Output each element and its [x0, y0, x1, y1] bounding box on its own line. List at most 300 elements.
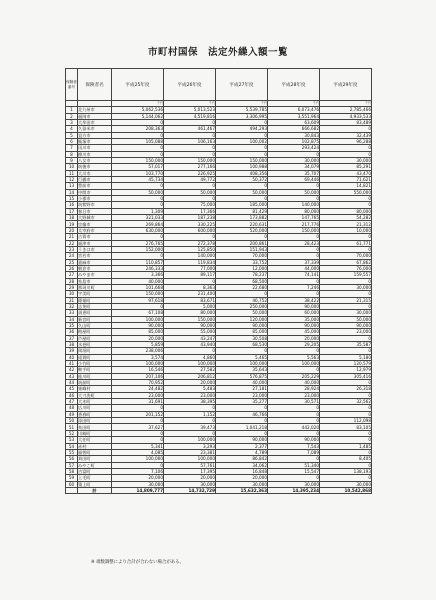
insurer-number-cell: 47: [66, 399, 78, 405]
amount-cell: 119,834: [164, 259, 216, 265]
amount-cell: 30,000: [320, 481, 372, 487]
insurer-name-cell: 福岡市: [78, 113, 112, 119]
amount-cell: 0: [268, 456, 320, 462]
amount-cell: 23,000: [320, 329, 372, 335]
amount-cell: 140,000: [164, 253, 216, 259]
amount-cell: 0: [216, 183, 268, 189]
insurer-name-cell: 福津市: [78, 240, 112, 246]
insurer-name-cell: 直方市: [78, 132, 112, 138]
insurer-number-cell: 21: [66, 234, 78, 240]
amount-cell: 0: [320, 246, 372, 252]
insurer-name-cell: 遠賀町: [78, 354, 112, 360]
amount-cell: 0: [320, 348, 372, 354]
amount-cell: 0: [112, 145, 164, 151]
insurer-name-cell: 大川市: [78, 170, 112, 176]
amount-cell: 22,680: [216, 284, 268, 290]
amount-cell: 6,073,476: [268, 107, 320, 113]
amount-cell: 29,205: [268, 342, 320, 348]
insurer-number-cell: 54: [66, 443, 78, 449]
insurer-number-cell: 27: [66, 272, 78, 278]
amount-cell: 0: [112, 303, 164, 309]
amount-cell: 34,062: [216, 462, 268, 468]
amount-cell: 5,465: [216, 354, 268, 360]
insurer-number-cell: 60: [66, 481, 78, 487]
amount-cell: 1,041,218: [216, 424, 268, 430]
insurer-number-cell: 23: [66, 246, 78, 252]
unit-label: 千円: [320, 101, 372, 107]
amount-cell: 20,000: [216, 475, 268, 481]
amount-cell: 96,288: [320, 139, 372, 145]
amount-cell: 80,000: [320, 208, 372, 214]
insurer-name-cell: 筑前町: [78, 380, 112, 386]
total-cell: 14,809,777: [112, 487, 164, 493]
amount-cell: 50,000: [320, 316, 372, 322]
amount-cell: 23,381: [164, 449, 216, 455]
amount-cell: 520,000: [216, 227, 268, 233]
amount-cell: 3,551,964: [268, 113, 320, 119]
header-h26: 平成26年度: [164, 69, 216, 101]
amount-cell: 12,979: [320, 367, 372, 373]
amount-cell: 185,000: [216, 202, 268, 208]
insurer-name-cell: 古賀市: [78, 234, 112, 240]
insurer-number-cell: 46: [66, 392, 78, 398]
unit-label: 千円: [112, 101, 164, 107]
amount-cell: 100,000: [112, 316, 164, 322]
insurer-number-cell: 58: [66, 468, 78, 474]
amount-cell: 0: [164, 132, 216, 138]
insurer-number-cell: 55: [66, 449, 78, 455]
amount-cell: 32,562: [320, 399, 372, 405]
amount-cell: 0: [112, 430, 164, 436]
insurer-number-cell: 48: [66, 405, 78, 411]
amount-cell: 90,000: [268, 437, 320, 443]
insurer-name-cell: 芦屋町: [78, 335, 112, 341]
amount-cell: 27,181: [216, 386, 268, 392]
amount-cell: 39,473: [164, 424, 216, 430]
amount-cell: 0: [320, 405, 372, 411]
amount-cell: 4,519,816: [164, 113, 216, 119]
amount-cell: 151,943: [216, 246, 268, 252]
amount-cell: 100,000: [164, 456, 216, 462]
amount-cell: 152,000: [112, 246, 164, 252]
table-body: [66, 107, 372, 488]
amount-cell: 0: [216, 196, 268, 202]
amount-cell: 208,363: [112, 126, 164, 132]
amount-cell: 7,089: [268, 449, 320, 455]
amount-cell: 0: [112, 234, 164, 240]
amount-cell: 0: [268, 411, 320, 417]
amount-cell: 97,618: [112, 297, 164, 303]
amount-cell: 76,000: [320, 265, 372, 271]
amount-cell: 50,000: [112, 189, 164, 195]
amount-cell: 1,152: [164, 411, 216, 417]
amount-cell: 106,163: [164, 139, 216, 145]
amount-cell: 207,106: [112, 373, 164, 379]
insurer-number-cell: 1: [66, 107, 78, 113]
amount-cell: 2,785,466: [320, 107, 372, 113]
amount-cell: 3,306,995: [216, 113, 268, 119]
amount-cell: 40,000: [216, 380, 268, 386]
unit-label: 千円: [268, 101, 320, 107]
amount-cell: 0: [164, 196, 216, 202]
amount-cell: 14,821: [320, 183, 372, 189]
amount-cell: 0: [216, 234, 268, 240]
total-label: 計: [78, 487, 112, 493]
amount-cell: 0: [320, 335, 372, 341]
insurer-number-cell: 49: [66, 411, 78, 417]
amount-cell: 30,843: [268, 132, 320, 138]
amount-cell: 2,377: [216, 443, 268, 449]
insurer-name-cell: 筑紫野市: [78, 202, 112, 208]
amount-cell: 0: [164, 119, 216, 125]
amount-cell: 150,000: [216, 158, 268, 164]
insurer-number-cell: 44: [66, 380, 78, 386]
insurer-name-cell: 糸田町: [78, 424, 112, 430]
amount-cell: 35,707: [268, 170, 320, 176]
amount-cell: 70,000: [320, 253, 372, 259]
amount-cell: 55,000: [164, 329, 216, 335]
amount-cell: 80,000: [164, 310, 216, 316]
insurer-name-cell: 大任町: [78, 437, 112, 443]
amount-cell: 150,000: [112, 158, 164, 164]
amount-cell: 71,621: [320, 177, 372, 183]
amount-cell: 50,000: [216, 310, 268, 316]
amount-cell: 0: [164, 405, 216, 411]
amount-cell: 1,485: [320, 443, 372, 449]
amount-cell: 32,439: [320, 132, 372, 138]
insurer-name-cell: 福智町: [78, 449, 112, 455]
amount-cell: 159,557: [320, 272, 372, 278]
amount-cell: 600,000: [164, 227, 216, 233]
amount-cell: 0: [320, 380, 372, 386]
insurer-name-cell: 香春町: [78, 411, 112, 417]
total-cell: [66, 487, 78, 493]
amount-cell: 90,000: [216, 437, 268, 443]
insurer-name-cell: 大牟田市: [78, 119, 112, 125]
insurer-number-cell: 25: [66, 259, 78, 265]
amount-cell: 0: [268, 367, 320, 373]
amount-cell: 0: [112, 462, 164, 468]
amount-cell: 5,341: [112, 443, 164, 449]
insurer-number-cell: 45: [66, 386, 78, 392]
insurer-name-cell: 八女市: [78, 158, 112, 164]
amount-cell: 28,423: [268, 240, 320, 246]
amount-cell: 33,752: [216, 259, 268, 265]
total-cell: 15,632,363: [216, 487, 268, 493]
amount-cell: 23,000: [112, 392, 164, 398]
amount-cell: 0: [320, 449, 372, 455]
insurer-number-cell: 39: [66, 348, 78, 354]
amount-cell: 0: [216, 119, 268, 125]
amount-cell: 20,000: [268, 335, 320, 341]
amount-cell: 15,547: [268, 468, 320, 474]
amount-cell: 442,020: [268, 424, 320, 430]
insurer-number-cell: 56: [66, 456, 78, 462]
insurer-name-cell: 須恵町: [78, 310, 112, 316]
amount-cell: 550,000: [320, 189, 372, 195]
amount-cell: 0: [268, 430, 320, 436]
insurer-name-cell: 鞍手町: [78, 367, 112, 373]
amount-cell: 0: [268, 418, 320, 424]
amount-cell: 0: [112, 132, 164, 138]
amount-cell: 45,000: [268, 329, 320, 335]
amount-cell: 7,246: [268, 284, 320, 290]
amount-cell: 30,000: [320, 310, 372, 316]
insurer-number-cell: 15: [66, 196, 78, 202]
amount-cell: 80,000: [268, 208, 320, 214]
amount-cell: 5,000: [164, 303, 216, 309]
amount-cell: 205,229: [268, 373, 320, 379]
amount-cell: 30,000: [164, 481, 216, 487]
amount-cell: 666,682: [268, 126, 320, 132]
insurer-number-cell: 22: [66, 240, 78, 246]
amount-cell: 125,850: [164, 246, 216, 252]
amount-cell: 200,861: [216, 240, 268, 246]
amount-cell: 150,000: [164, 316, 216, 322]
insurer-name-cell: 春日市: [78, 208, 112, 214]
insurer-number-cell: 24: [66, 253, 78, 259]
amount-cell: 5,539,785: [216, 107, 268, 113]
amount-cell: 5,062,536: [112, 107, 164, 113]
header-h29: 平成29年度: [320, 69, 372, 101]
insurer-name-cell: 糸島市: [78, 278, 112, 284]
amount-cell: 63,609: [268, 119, 320, 125]
amount-cell: 0: [268, 278, 320, 284]
insurer-name-cell: 川崎町: [78, 430, 112, 436]
amount-cell: 90,000: [268, 303, 320, 309]
amount-cell: 30,000: [320, 158, 372, 164]
insurer-number-cell: 59: [66, 475, 78, 481]
insurer-number-cell: 53: [66, 437, 78, 443]
amount-cell: 0: [268, 234, 320, 240]
amount-cell: 0: [112, 119, 164, 125]
amount-cell: 57,017: [112, 164, 164, 170]
insurer-name-cell: 柳川市: [78, 151, 112, 157]
amount-cell: 250,000: [216, 303, 268, 309]
amount-cell: 100,000: [216, 361, 268, 367]
amount-cell: 1,309: [112, 208, 164, 214]
insurer-number-cell: 52: [66, 430, 78, 436]
amount-cell: 37,627: [112, 424, 164, 430]
insurer-number-cell: 18: [66, 215, 78, 221]
amount-cell: 37,339: [268, 259, 320, 265]
amount-cell: 0: [164, 348, 216, 354]
amount-cell: 70,952: [112, 380, 164, 386]
amount-cell: 3,574: [112, 354, 164, 360]
amount-cell: 112,098: [320, 418, 372, 424]
amount-cell: 20,000: [112, 335, 164, 341]
amount-cell: 70,000: [216, 253, 268, 259]
amount-cell: 147,765: [268, 215, 320, 221]
amount-cell: 0: [112, 151, 164, 157]
amount-cell: 276,765: [112, 240, 164, 246]
amount-cell: 0: [112, 405, 164, 411]
amount-cell: 0: [320, 278, 372, 284]
amount-cell: 68,530: [216, 342, 268, 348]
amount-cell: 0: [164, 234, 216, 240]
insurer-name-cell: 嘉麻市: [78, 259, 112, 265]
page-title: 市町村国保 法定外繰入額一覧: [147, 47, 288, 58]
insurer-name-cell: 苅田町: [78, 456, 112, 462]
amount-cell: 83,671: [164, 297, 216, 303]
amount-cell: 100,002: [216, 139, 268, 145]
amount-cell: 321,033: [112, 215, 164, 221]
insurer-name-cell: 大刀洗町: [78, 392, 112, 398]
amount-cell: 105,088: [112, 139, 164, 145]
amount-cell: 5,013,523: [164, 107, 216, 113]
amount-cell: 0: [112, 196, 164, 202]
insurer-name-cell: 築上町: [78, 481, 112, 487]
amount-cell: 201,152: [112, 411, 164, 417]
amount-cell: 140,000: [268, 202, 320, 208]
amount-cell: 4,085: [112, 449, 164, 455]
amount-cell: 0: [112, 437, 164, 443]
amount-cell: 0: [164, 183, 216, 189]
amount-cell: 50,000: [164, 189, 216, 195]
insurer-number-cell: 33: [66, 310, 78, 316]
amount-cell: 110,857: [112, 259, 164, 265]
amount-cell: 101,668: [112, 284, 164, 290]
amount-cell: 90,000: [164, 322, 216, 328]
amount-cell: 0: [320, 145, 372, 151]
amount-cell: 27,582: [164, 367, 216, 373]
amount-cell: 272,378: [164, 240, 216, 246]
insurer-number-cell: 12: [66, 177, 78, 183]
amount-cell: 0: [216, 418, 268, 424]
insurer-number-cell: 17: [66, 208, 78, 214]
amount-cell: 20,000: [112, 475, 164, 481]
amount-cell: 34,079: [268, 164, 320, 170]
amount-cell: 0: [320, 234, 372, 240]
amount-cell: 408,356: [216, 170, 268, 176]
amount-cell: 90,000: [320, 322, 372, 328]
amount-cell: 68,500: [216, 278, 268, 284]
amount-cell: 21,312: [320, 221, 372, 227]
amount-cell: 0: [164, 145, 216, 151]
amount-cell: 24,482: [112, 386, 164, 392]
insurer-number-cell: 57: [66, 462, 78, 468]
amount-cell: 0: [320, 462, 372, 468]
amount-cell: 5,859: [112, 342, 164, 348]
amount-cell: 120,000: [216, 316, 268, 322]
amount-cell: 4,860: [164, 354, 216, 360]
amount-cell: 21,315: [320, 297, 372, 303]
insurer-name-cell: うきは市: [78, 246, 112, 252]
insurer-number-cell: 2: [66, 113, 78, 119]
insurer-name-cell: 豊前市: [78, 183, 112, 189]
amount-cell: 30,000: [320, 284, 372, 290]
insurer-name-cell: 添田町: [78, 418, 112, 424]
unit-label: 千円: [216, 101, 268, 107]
amount-cell: 10,000: [320, 227, 372, 233]
header-h28: 平成28年度: [268, 69, 320, 101]
amount-cell: 51,340: [268, 462, 320, 468]
amount-cell: 4,789: [216, 449, 268, 455]
amount-cell: 305,416: [320, 373, 372, 379]
amount-cell: 74,141: [268, 272, 320, 278]
amount-cell: 0: [268, 475, 320, 481]
amount-cell: 0: [216, 145, 268, 151]
insurer-name-cell: 大野城市: [78, 215, 112, 221]
amount-cell: 150,000: [164, 158, 216, 164]
amount-cell: 4,933,533: [320, 113, 372, 119]
amount-cell: 0: [320, 437, 372, 443]
amount-cell: 16,848: [216, 468, 268, 474]
amount-cell: 46,766: [216, 411, 268, 417]
amount-cell: 69,446: [268, 177, 320, 183]
amount-cell: 100,000: [164, 361, 216, 367]
amount-cell: 576,875: [216, 373, 268, 379]
insurer-name-cell: 那珂川町: [78, 284, 112, 290]
insurer-number-cell: 5: [66, 132, 78, 138]
amount-cell: 217,776: [268, 221, 320, 227]
amount-cell: 630,000: [112, 227, 164, 233]
amount-cell: 50,000: [216, 189, 268, 195]
amount-cell: 81,429: [216, 208, 268, 214]
amount-cell: 57,761: [164, 462, 216, 468]
amount-cell: 16,546: [112, 367, 164, 373]
amount-cell: 220,631: [216, 221, 268, 227]
insurer-number-cell: 20: [66, 227, 78, 233]
amount-cell: 330,225: [164, 221, 216, 227]
insurer-number-cell: 51: [66, 424, 78, 430]
amount-cell: 50,000: [268, 189, 320, 195]
amount-cell: 0: [320, 303, 372, 309]
insurer-number-cell: 3: [66, 119, 78, 125]
amount-cell: 187,238: [164, 215, 216, 221]
amount-cell: 78,237: [216, 272, 268, 278]
amount-cell: 43,940: [164, 342, 216, 348]
amount-cell: 150,000: [112, 291, 164, 297]
amount-cell: 26,318: [320, 386, 372, 392]
amount-cell: 35,277: [216, 399, 268, 405]
insurer-number-cell: 34: [66, 316, 78, 322]
amount-cell: 293,424: [268, 145, 320, 151]
insurer-name-cell: 北九州市: [78, 107, 112, 113]
insurer-number-cell: 4: [66, 126, 78, 132]
amount-cell: 83,105: [320, 424, 372, 430]
amount-cell: 231,400: [164, 291, 216, 297]
amount-cell: 226,925: [164, 170, 216, 176]
insurer-number-cell: 35: [66, 322, 78, 328]
amount-cell: 100,988: [216, 164, 268, 170]
amount-cell: 238,006: [112, 348, 164, 354]
insurer-name-cell: 水巻町: [78, 342, 112, 348]
amount-cell: 90,000: [216, 322, 268, 328]
insurer-number-cell: 41: [66, 361, 78, 367]
amount-cell: 7,543: [268, 443, 320, 449]
insurer-name-cell: 粕屋町: [78, 329, 112, 335]
amount-cell: 5,483: [164, 386, 216, 392]
amount-cell: 30,508: [216, 335, 268, 341]
amount-cell: 0: [320, 126, 372, 132]
amount-cell: 30,000: [268, 481, 320, 487]
amount-cell: 20,000: [164, 380, 216, 386]
insurer-number-cell: 36: [66, 329, 78, 335]
amount-cell: 0: [320, 202, 372, 208]
amount-cell: 38,395: [164, 399, 216, 405]
insurer-name-cell: 岡垣町: [78, 348, 112, 354]
insurer-number-cell: 19: [66, 221, 78, 227]
amount-cell: 0: [268, 253, 320, 259]
amount-cell: 0: [320, 475, 372, 481]
amount-cell: 102,875: [268, 139, 320, 145]
amount-cell: 0: [268, 183, 320, 189]
amount-cell: 67,108: [112, 310, 164, 316]
insurer-name-cell: 大木町: [78, 399, 112, 405]
insurer-number-cell: 43: [66, 373, 78, 379]
insurer-number-cell: 38: [66, 342, 78, 348]
